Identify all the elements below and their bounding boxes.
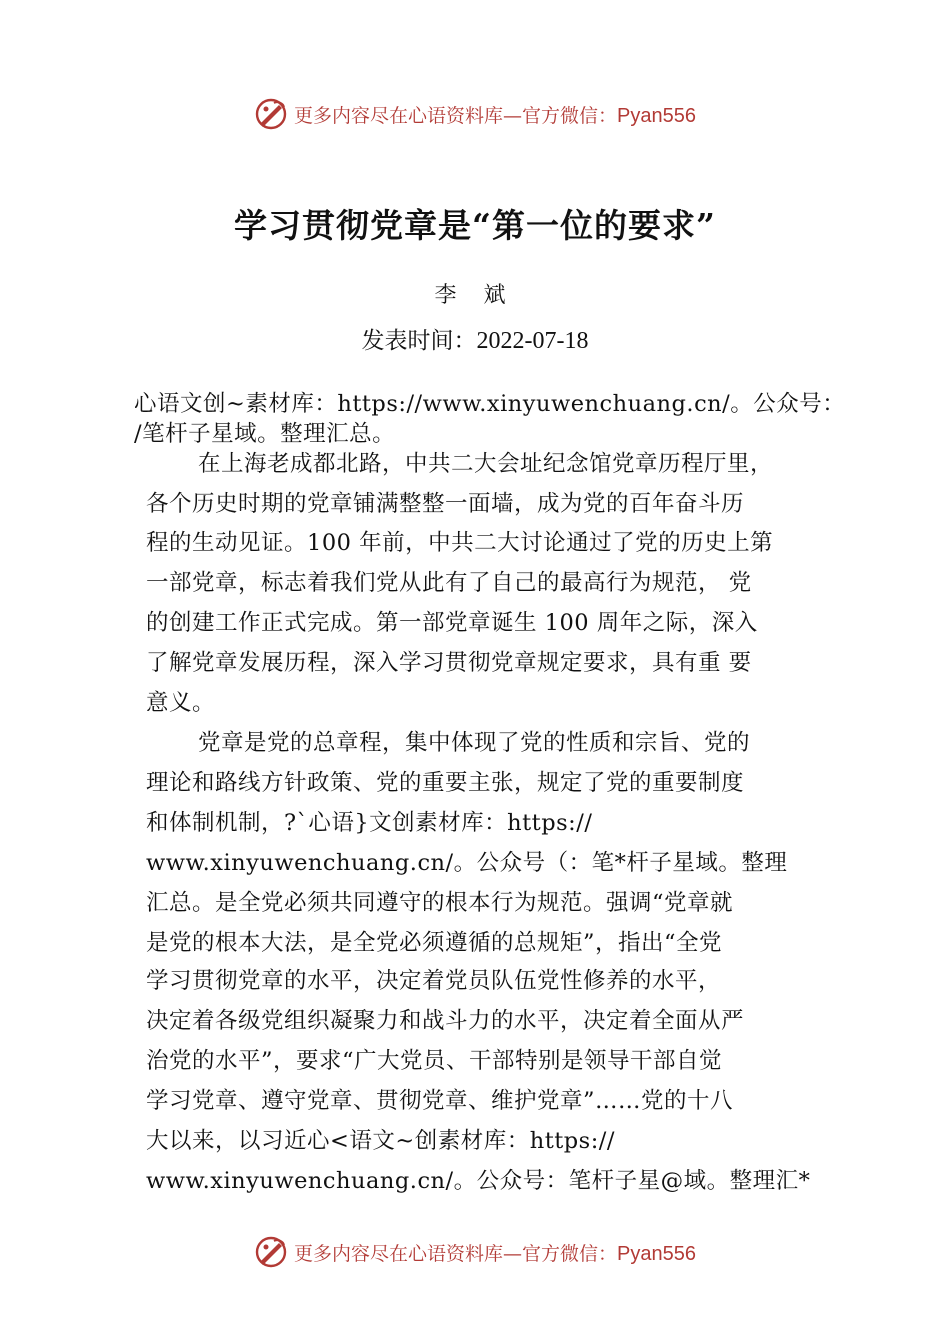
body-line: 的创建工作正式完成。第一部党章诞生 100 周年之际，深入 [146, 610, 758, 636]
body-line: 是党的根本大法，是全党必须遵循的总规矩”，指出“全党 [146, 930, 723, 956]
body-line: 大以来，以习近心<语文~创素材库：https:// [146, 1128, 615, 1154]
body-line: /笔杆子星域。整理汇总。 [134, 421, 396, 447]
brand-logo-icon [254, 1235, 288, 1269]
watermark-text: 更多内容尽在心语资料库—官方微信：Pyan556 [294, 1242, 696, 1265]
publish-date [0, 322, 950, 355]
publish-date-label: 发表时间： [361, 328, 477, 354]
article-author: 李 斌 [434, 283, 516, 308]
watermark-text: 更多内容尽在心语资料库—官方微信：Pyan556 [294, 104, 696, 127]
body-line: 理论和路线方针政策、党的重要主张，规定了党的重要制度 [146, 770, 745, 796]
body-line: 和体制机制，?`心语}文创素材库：https:// [146, 810, 593, 836]
body-line: 程的生动见证。100 年前，中共二大讨论通过了党的历史上第 [146, 530, 774, 556]
watermark-wechat-id: Pyan556 [617, 104, 696, 127]
body-line: 党章是党的总章程，集中体现了党的性质和宗旨、党的 [198, 730, 751, 756]
header-watermark [0, 94, 950, 134]
body-line: 一部党章，标志着我们党从此有了自己的最高行为规范， 党 [146, 570, 752, 596]
body-line: 在上海老成都北路，中共二大会址纪念馆党章历程厅里， [198, 451, 774, 477]
body-line: 汇总。是全党必须共同遵守的根本行为规范。强调“党章就 [146, 890, 734, 916]
body-line: 了解党章发展历程，深入学习贯彻党章规定要求，具有重 要 [146, 650, 752, 676]
body-line: 各个历史时期的党章铺满整整一面墙，成为党的百年奋斗历 [146, 491, 745, 517]
body-line: 决定着各级党组织凝聚力和战斗力的水平，决定着全面从严 [146, 1008, 745, 1034]
watermark-wechat-id: Pyan556 [617, 1242, 696, 1265]
brand-logo-icon [254, 97, 288, 131]
body-line: 意义。 [146, 690, 216, 716]
body-line: www.xinyuwenchuang.cn/。公众号：笔杆子星@域。整理汇* [146, 1168, 811, 1194]
footer-watermark [0, 1232, 950, 1272]
body-line: 治党的水平”，要求“广大党员、干部特别是领导干部自觉 [146, 1048, 723, 1074]
publish-date-value: 2022-07-18 [476, 328, 589, 354]
body-line: 心语文创~素材库：https://www.xinyuwenchuang.cn/。公众号： [134, 391, 846, 417]
article-title: 学习贯彻党章是“第一位的要求” [234, 206, 716, 245]
body-line: 学习贯彻党章的水平，决定着党员队伍党性修养的水平， [146, 968, 722, 994]
body-line: 学习党章、遵守党章、贯彻党章、维护党章”……党的十八 [146, 1088, 734, 1114]
body-line: www.xinyuwenchuang.cn/。公众号（：笔*杆子星域。整理 [146, 850, 788, 876]
